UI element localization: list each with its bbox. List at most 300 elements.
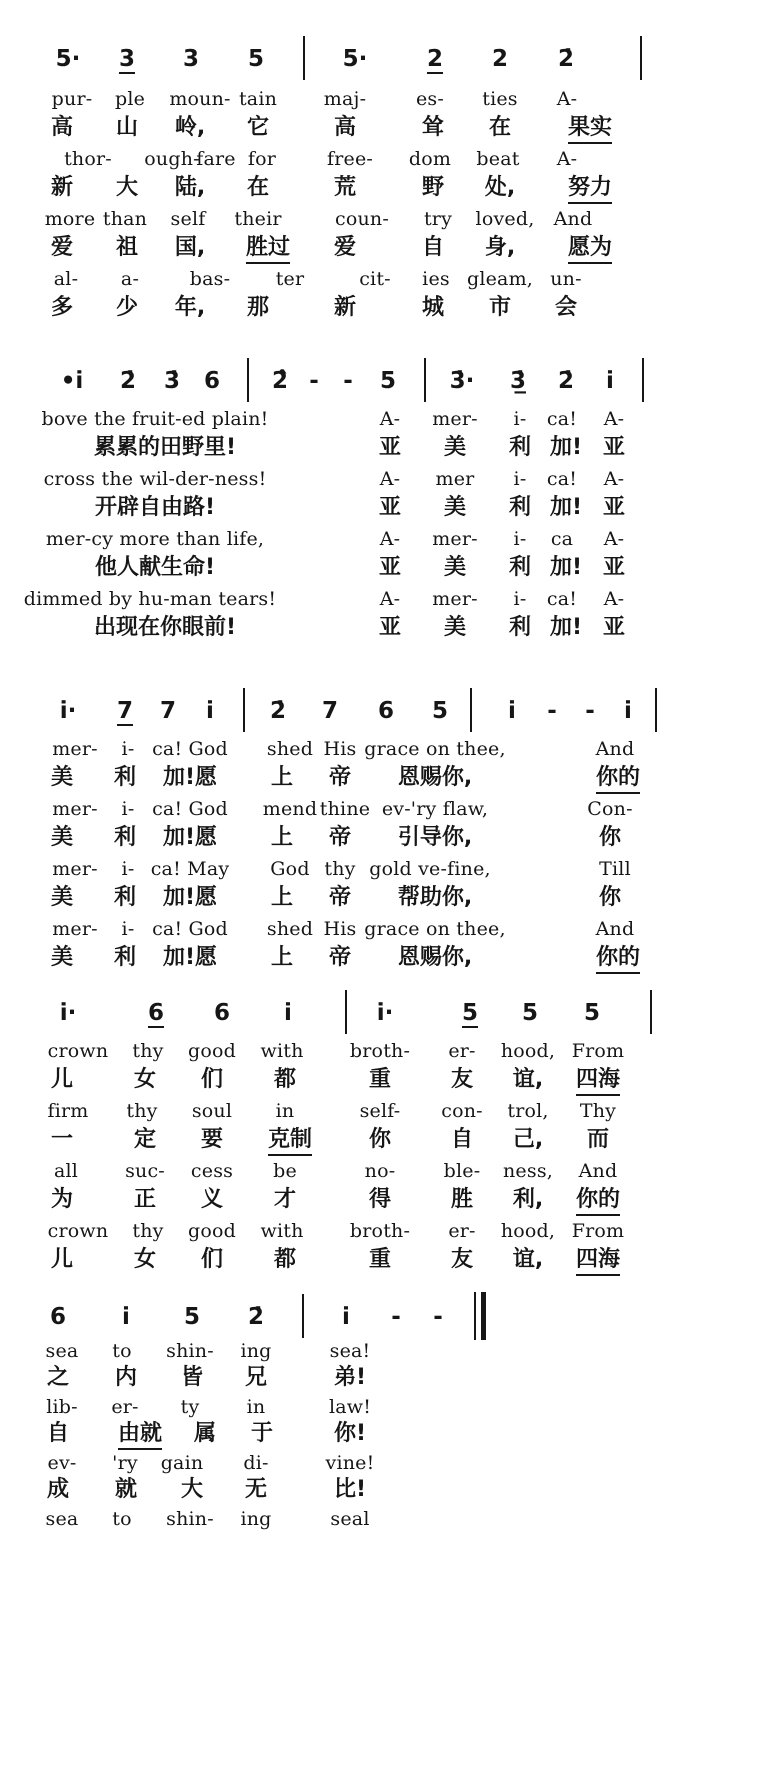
lyric-syllable: 加! (549, 615, 583, 640)
lyric-syllable: in (275, 1100, 295, 1122)
lyric-syllable: 正 (133, 1187, 157, 1212)
lyric-row-zh (0, 1364, 772, 1392)
lyric-syllable: ough- (144, 148, 200, 170)
lyric-syllable: broth- (349, 1040, 411, 1062)
lyric-syllable: ness, (502, 1160, 554, 1182)
lyric-syllable: 皆 (180, 1365, 204, 1390)
lyric-syllable: 帝 (328, 765, 352, 790)
note: 6 (147, 1000, 165, 1026)
note: i̇ (508, 698, 516, 724)
lyric-syllable: tain (238, 88, 278, 110)
lyric-syllable: maj- (323, 88, 367, 110)
lyric-syllable: 美 (443, 555, 467, 580)
lyric-syllable: 无 (244, 1477, 268, 1502)
lyric-syllable: 就 (114, 1477, 138, 1502)
lyric-row-en (0, 526, 772, 554)
lyric-syllable: And (553, 208, 593, 230)
lyric-syllable: fare (196, 148, 236, 170)
lyric-syllable: 利 (508, 615, 532, 640)
lyric-syllable: 恩赐你, (397, 945, 473, 970)
lyric-syllable: i- (513, 468, 527, 490)
note: 7 (159, 698, 177, 724)
lyric-row-en (0, 736, 772, 764)
lyric-syllable: 一 (50, 1127, 74, 1152)
lyric-syllable: 比! (333, 1477, 367, 1502)
lyric-row-zh (0, 114, 772, 142)
lyric-row-zh (0, 174, 772, 202)
lyric-row-en (0, 856, 772, 884)
lyric-syllable: 国, (174, 235, 206, 260)
lyric-syllable: i- (513, 588, 527, 610)
note: 5· (342, 46, 368, 72)
lyric-syllable: a- (120, 268, 140, 290)
lyric-syllable: try (423, 208, 453, 230)
lyric-row-zh (0, 884, 772, 912)
lyric-syllable: 'ry (112, 1452, 138, 1474)
lyric-syllable: 你的 (596, 764, 640, 794)
lyric-syllable: 四海 (576, 1066, 620, 1096)
notation-row (0, 44, 772, 72)
lyric-syllable: to (112, 1340, 132, 1362)
lyric-syllable: 野 (421, 175, 445, 200)
lyric-syllable: sea (45, 1340, 79, 1362)
lyric-row-zh (0, 554, 772, 582)
lyric-syllable: pur- (51, 88, 93, 110)
lyric-syllable: un- (550, 268, 582, 290)
lyric-syllable: free- (326, 148, 374, 170)
lyric-syllable: 祖 (115, 235, 139, 260)
lyric-syllable: ing (240, 1508, 272, 1530)
lyric-syllable: 们 (200, 1067, 224, 1092)
lyric-syllable: bove the fruit-ed plain! (41, 408, 269, 430)
lyric-syllable: 城 (421, 295, 445, 320)
lyric-syllable: broth- (349, 1220, 411, 1242)
lyric-row-zh (0, 1186, 772, 1214)
lyric-syllable: 高 (333, 115, 357, 140)
lyric-syllable: 处, (484, 175, 516, 200)
lyric-syllable: Thy (579, 1100, 617, 1122)
lyric-syllable: A- (556, 148, 578, 170)
lyric-syllable: 利 (508, 435, 532, 460)
lyric-syllable: 帮助你, (397, 885, 473, 910)
lyric-syllable: to (112, 1508, 132, 1530)
lyric-row-en (0, 86, 772, 114)
lyric-syllable: A- (379, 528, 401, 550)
lyric-syllable: 多 (50, 295, 74, 320)
lyric-syllable: And (578, 1160, 618, 1182)
lyric-syllable: 友 (450, 1067, 474, 1092)
barline (302, 1294, 304, 1338)
note: 2̇ (269, 698, 287, 724)
lyric-syllable: 它 (246, 115, 270, 140)
lyric-syllable: 亚 (378, 495, 402, 520)
lyric-syllable: 定 (133, 1127, 157, 1152)
lyric-syllable: er- (448, 1220, 476, 1242)
lyric-syllable: 都 (273, 1247, 297, 1272)
lyric-syllable: firm (47, 1100, 89, 1122)
lyric-syllable: sea! (329, 1340, 371, 1362)
lyric-syllable: 属 (193, 1421, 217, 1446)
lyric-syllable: es- (415, 88, 445, 110)
lyric-row-en (0, 1506, 772, 1534)
note: 5 (247, 46, 265, 72)
note: 6 (213, 1000, 231, 1026)
lyric-syllable: 果实 (568, 114, 612, 144)
lyric-syllable: grace on thee, (364, 918, 506, 940)
lyric-syllable: grace on thee, (364, 738, 506, 760)
lyric-syllable: i- (513, 528, 527, 550)
lyric-row-en (0, 466, 772, 494)
lyric-row-en (0, 586, 772, 614)
lyric-syllable: self- (359, 1100, 401, 1122)
lyric-syllable: be (273, 1160, 297, 1182)
lyric-syllable: 身, (484, 235, 516, 260)
lyric-syllable: mer- (52, 798, 98, 820)
lyric-syllable: 在 (246, 175, 270, 200)
lyric-syllable: 利 (508, 495, 532, 520)
lyric-syllable: 愿为 (568, 234, 612, 264)
lyric-syllable: 美 (50, 885, 74, 910)
lyric-syllable: ty (180, 1396, 200, 1418)
lyric-syllable: 都 (273, 1067, 297, 1092)
lyric-row-zh (0, 614, 772, 642)
lyric-syllable: 自 (46, 1421, 70, 1446)
note: 7 (116, 698, 134, 724)
note: 2 (491, 46, 509, 72)
lyric-syllable: 重 (368, 1247, 392, 1272)
lyric-syllable: 才 (273, 1187, 297, 1212)
barline (243, 688, 245, 732)
lyric-syllable: 耸 (421, 115, 445, 140)
note: 3̇· (449, 368, 475, 394)
note: 3 (182, 46, 200, 72)
lyric-syllable: 弟! (333, 1365, 367, 1390)
lyric-row-en (0, 1394, 772, 1422)
lyric-syllable: law! (328, 1396, 372, 1418)
lyric-syllable: 开辟自由路! (94, 495, 216, 520)
barline (303, 36, 305, 80)
lyric-syllable: con- (441, 1100, 483, 1122)
barline (424, 358, 426, 402)
lyric-syllable: 美 (443, 495, 467, 520)
note: 5 (379, 368, 397, 394)
lyric-syllable: 亚 (602, 555, 626, 580)
lyric-syllable: gain (160, 1452, 204, 1474)
lyric-syllable: 加!愿 (162, 765, 218, 790)
lyric-syllable: 四海 (576, 1246, 620, 1276)
note: 3 (118, 46, 136, 72)
lyric-syllable: 美 (443, 435, 467, 460)
lyric-syllable: gleam, (466, 268, 534, 290)
lyric-syllable: 大 (115, 175, 139, 200)
lyric-syllable: ca! God (152, 738, 228, 760)
lyric-syllable: mer- (432, 588, 478, 610)
lyric-syllable: 帝 (328, 825, 352, 850)
lyric-syllable: 高 (50, 115, 74, 140)
lyric-row-en (0, 146, 772, 174)
note: 7 (321, 698, 339, 724)
lyric-syllable: 谊, (512, 1247, 544, 1272)
note: i̇ (342, 1304, 350, 1330)
lyric-syllable: with (260, 1220, 304, 1242)
lyric-syllable: all (53, 1160, 79, 1182)
note: 5 (583, 1000, 601, 1026)
final-barline-thin (474, 1292, 476, 1340)
lyric-syllable: i- (513, 408, 527, 430)
lyric-syllable: lib- (46, 1396, 78, 1418)
lyric-syllable: 利 (508, 555, 532, 580)
lyric-syllable: 加! (549, 495, 583, 520)
note: - (585, 698, 595, 724)
lyric-row-zh (0, 1420, 772, 1448)
lyric-syllable: 女 (133, 1247, 157, 1272)
lyric-syllable: thine (319, 798, 371, 820)
lyric-syllable: ev-'ry flaw, (381, 798, 489, 820)
lyric-syllable: 克制 (268, 1126, 312, 1156)
lyric-syllable: ca! May (150, 858, 230, 880)
note: - (433, 1304, 443, 1330)
lyric-row-zh (0, 1066, 772, 1094)
lyric-syllable: A- (603, 468, 625, 490)
lyric-syllable: 你! (333, 1421, 367, 1446)
lyric-syllable: thy (132, 1220, 164, 1242)
lyric-row-zh (0, 294, 772, 322)
lyric-syllable: 们 (200, 1247, 224, 1272)
lyric-syllable: A- (603, 408, 625, 430)
note: - (343, 368, 353, 394)
lyric-row-en (0, 916, 772, 944)
lyric-syllable: 之 (46, 1365, 70, 1390)
lyric-syllable: 美 (443, 615, 467, 640)
lyric-syllable: 你的 (596, 944, 640, 974)
note: i̇ (206, 698, 214, 724)
lyric-syllable: ca! (546, 588, 578, 610)
lyric-syllable: 你 (598, 885, 622, 910)
lyric-syllable: ies (422, 268, 450, 290)
lyric-row-en (0, 266, 772, 294)
lyric-syllable: er- (448, 1040, 476, 1062)
notation-row (0, 366, 772, 394)
note: 5 (183, 1304, 201, 1330)
lyric-syllable: cess (190, 1160, 234, 1182)
lyric-syllable: bas- (189, 268, 231, 290)
barline (650, 990, 652, 1034)
lyric-syllable: 你的 (576, 1186, 620, 1216)
lyric-syllable: more (44, 208, 96, 230)
lyric-syllable: 帝 (328, 945, 352, 970)
lyric-syllable: no- (364, 1160, 396, 1182)
lyric-row-zh (0, 1476, 772, 1504)
barline (642, 358, 644, 402)
lyric-syllable: dom (408, 148, 452, 170)
notation-row (0, 1302, 772, 1330)
lyric-syllable: A- (379, 468, 401, 490)
lyric-syllable: crown (47, 1040, 109, 1062)
lyric-syllable: cross the wil-der-ness! (43, 468, 267, 490)
lyric-syllable: 美 (50, 825, 74, 850)
lyric-syllable: 为 (50, 1187, 74, 1212)
lyric-syllable: 得 (368, 1187, 392, 1212)
lyric-syllable: self (170, 208, 206, 230)
lyric-syllable: From (571, 1220, 625, 1242)
lyric-syllable: 利 (113, 765, 137, 790)
lyric-syllable: soul (191, 1100, 233, 1122)
lyric-syllable: 美 (50, 765, 74, 790)
lyric-syllable: 成 (46, 1477, 70, 1502)
note: - (547, 698, 557, 724)
note: i̇· (59, 698, 77, 724)
lyric-syllable: 己, (512, 1127, 544, 1152)
lyric-syllable: 上 (270, 825, 294, 850)
lyric-row-zh (0, 1246, 772, 1274)
note: 5 (431, 698, 449, 724)
lyric-syllable: thy (132, 1040, 164, 1062)
note: - (309, 368, 319, 394)
lyric-syllable: 上 (270, 885, 294, 910)
lyric-row-zh (0, 824, 772, 852)
lyric-syllable: seal (330, 1508, 370, 1530)
lyric-syllable: 爱 (50, 235, 74, 260)
lyric-syllable: 谊, (512, 1067, 544, 1092)
lyric-row-en (0, 406, 772, 434)
lyric-syllable: 上 (270, 945, 294, 970)
barline (655, 688, 657, 732)
note: i̇ (284, 1000, 292, 1026)
note: 2̇ (557, 368, 575, 394)
lyric-syllable: mer (435, 468, 475, 490)
lyric-syllable: And (595, 918, 635, 940)
lyric-syllable: 新 (333, 295, 357, 320)
lyric-syllable: 那 (246, 295, 270, 320)
note: 5· (55, 46, 81, 72)
lyric-syllable: moun- (169, 88, 231, 110)
lyric-syllable: 兄 (244, 1365, 268, 1390)
lyric-syllable: 利 (113, 945, 137, 970)
lyric-syllable: good (187, 1040, 237, 1062)
note: 2̂̇ (271, 368, 289, 394)
lyric-syllable: A- (379, 588, 401, 610)
lyric-syllable: i- (121, 738, 135, 760)
lyric-syllable: coun- (335, 208, 389, 230)
lyric-syllable: mer- (432, 408, 478, 430)
lyric-row-zh (0, 494, 772, 522)
lyric-syllable: 陆, (174, 175, 206, 200)
lyric-syllable: loved, (475, 208, 535, 230)
lyric-syllable: 出现在你眼前! (93, 615, 237, 640)
lyric-syllable: shed (266, 738, 314, 760)
lyric-syllable: 美 (50, 945, 74, 970)
lyric-syllable: their (234, 208, 282, 230)
lyric-syllable: 亚 (378, 615, 402, 640)
lyric-syllable: dimmed by hu-man tears! (23, 588, 277, 610)
lyric-syllable: good (187, 1220, 237, 1242)
lyric-syllable: A- (556, 88, 578, 110)
note: 5 (521, 1000, 539, 1026)
lyric-syllable: 你 (368, 1127, 392, 1152)
lyric-syllable: 你 (598, 825, 622, 850)
lyric-syllable: 上 (270, 765, 294, 790)
lyric-syllable: ple (114, 88, 146, 110)
lyric-syllable: vine! (325, 1452, 375, 1474)
lyric-syllable: hood, (500, 1040, 556, 1062)
lyric-syllable: 爱 (333, 235, 357, 260)
lyric-row-en (0, 1038, 772, 1066)
note: 3̇ (163, 368, 181, 394)
note: 2̇ (247, 1304, 265, 1330)
lyric-syllable: 重 (368, 1067, 392, 1092)
lyric-syllable: 加!愿 (162, 945, 218, 970)
lyric-row-en (0, 1158, 772, 1186)
lyric-syllable: 少 (115, 295, 139, 320)
lyric-syllable: 而 (586, 1127, 610, 1152)
lyric-syllable: His (323, 738, 357, 760)
lyric-row-en (0, 1218, 772, 1246)
lyric-syllable: beat (476, 148, 520, 170)
note: i̇ (624, 698, 632, 724)
note: i̇ (122, 1304, 130, 1330)
lyric-row-zh (0, 1126, 772, 1154)
lyric-syllable: i- (121, 798, 135, 820)
lyric-syllable: 加!愿 (162, 885, 218, 910)
lyric-syllable: 利 (113, 825, 137, 850)
lyric-syllable: 亚 (602, 435, 626, 460)
lyric-syllable: trol, (507, 1100, 549, 1122)
lyric-syllable: 恩赐你, (397, 765, 473, 790)
lyric-syllable: 利, (512, 1187, 544, 1212)
lyric-syllable: mer- (52, 858, 98, 880)
lyric-syllable: 由就 (118, 1420, 162, 1450)
lyric-syllable: 胜 (450, 1187, 474, 1212)
lyric-syllable: His (323, 918, 357, 940)
note: •i̇ (60, 368, 84, 394)
lyric-syllable: Con- (587, 798, 633, 820)
note: 2̇ (557, 46, 575, 72)
lyric-syllable: 自 (450, 1127, 474, 1152)
lyric-syllable: 亚 (602, 495, 626, 520)
lyric-row-en (0, 1098, 772, 1126)
lyric-syllable: 岭, (174, 115, 206, 140)
lyric-syllable: 亚 (602, 615, 626, 640)
lyric-syllable: ing (240, 1340, 272, 1362)
lyric-syllable: ca! (546, 468, 578, 490)
note: 3̲̇ (509, 368, 527, 394)
lyric-syllable: al- (53, 268, 79, 290)
lyric-syllable: 儿 (50, 1247, 74, 1272)
lyric-syllable: in (246, 1396, 266, 1418)
lyric-syllable: thy (324, 858, 356, 880)
lyric-syllable: 山 (115, 115, 139, 140)
lyric-row-en (0, 1338, 772, 1366)
barline (345, 990, 347, 1034)
lyric-row-zh (0, 234, 772, 262)
note: 6 (49, 1304, 67, 1330)
lyric-syllable: thor- (64, 148, 112, 170)
lyric-syllable: 义 (200, 1187, 224, 1212)
lyric-syllable: 新 (50, 175, 74, 200)
lyric-syllable: And (595, 738, 635, 760)
note: i̇· (59, 1000, 77, 1026)
lyric-syllable: suc- (125, 1160, 165, 1182)
lyric-syllable: A- (603, 588, 625, 610)
lyric-syllable: 亚 (378, 435, 402, 460)
lyric-syllable: 加! (549, 435, 583, 460)
lyric-syllable: than (102, 208, 148, 230)
lyric-syllable: 利 (113, 885, 137, 910)
lyric-syllable: 大 (180, 1477, 204, 1502)
lyric-syllable: 引导你, (397, 825, 473, 850)
lyric-syllable: ca! (546, 408, 578, 430)
lyric-syllable: i- (121, 918, 135, 940)
